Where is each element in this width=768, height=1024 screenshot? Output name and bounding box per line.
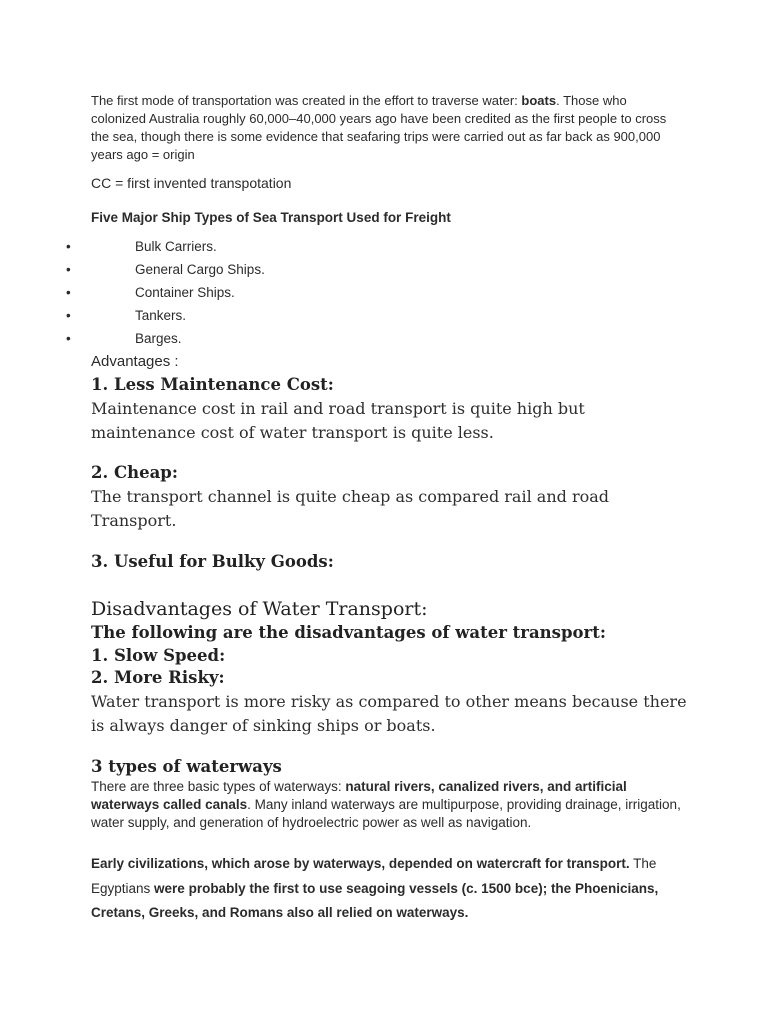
advantage-heading-cheap: 2. Cheap: — [91, 463, 178, 482]
list-item-text: Bulk Carriers. — [135, 239, 217, 254]
early-bold-2: were probably the first to use seagoing vessels (c. 1500 bce); the Phoenicians, Cretans, Greeks, and Romans also all relied on waterways. — [91, 880, 659, 920]
waterways-bold-types: natural rivers, canalized rivers, and artificial waterways called canals — [91, 779, 627, 812]
waterways-paragraph — [91, 778, 691, 832]
list-item-text: General Cargo Ships. — [135, 262, 265, 277]
waterways-text-a: There are three basic types of waterways: — [91, 779, 346, 794]
advantage-heading-bulky: 3. Useful for Bulky Goods: — [91, 552, 334, 571]
waterways-heading: 3 types of waterways — [91, 757, 282, 776]
advantage-heading-maintenance: 1. Less Maintenance Cost: — [91, 375, 334, 394]
disadvantages-title: Disadvantages of Water Transport: — [91, 598, 428, 620]
advantages-label: Advantages : — [91, 353, 179, 370]
cc-note: CC = first invented transpotation — [91, 175, 292, 191]
intro-paragraph — [91, 92, 681, 164]
early-civilizations-paragraph — [91, 852, 691, 926]
bullet-icon: • — [66, 262, 71, 277]
ship-types-heading: Five Major Ship Types of Sea Transport Used for Freight — [91, 210, 451, 225]
bullet-icon: • — [66, 239, 71, 254]
disadvantage-text-risky: Water transport is more risky as compared to other means because there is always danger of sinking ships or boats. — [91, 692, 687, 735]
advantage-text-maintenance: Maintenance cost in rail and road transport is quite high but maintenance cost of water transport is quite less. — [91, 399, 585, 442]
bullet-icon: • — [66, 285, 71, 300]
early-plain: The Egyptians — [91, 856, 657, 896]
advantage-text-cheap: The transport channel is quite cheap as compared rail and road Transport. — [91, 487, 610, 530]
waterways-text-b: . Many inland waterways are multipurpose, providing drainage, irrigation, water supply, and generation of hydroelectric power as well as navigation. — [91, 797, 681, 830]
list-item-text: Barges. — [135, 331, 182, 346]
disadvantages-intro: The following are the disadvantages of water transport: — [91, 623, 606, 642]
disadvantage-heading-risky: 2. More Risky: — [91, 668, 225, 687]
bullet-icon: • — [66, 308, 71, 323]
intro-bold-boats: boats — [521, 93, 557, 108]
disadvantage-heading-slow: 1. Slow Speed: — [91, 646, 226, 665]
early-bold-1: Early civilizations, which arose by waterways, depended on watercraft for transport. — [91, 856, 630, 871]
list-item-text: Tankers. — [135, 308, 187, 323]
list-item-text: Container Ships. — [135, 285, 235, 300]
intro-text-before: The first mode of transportation was created in the effort to traverse water: — [91, 93, 522, 108]
intro-text-after: . Those who colonized Australia roughly 60,000–40,000 years ago have been credited as the first people to cross the sea, though there is some evidence that seafaring trips were carried out as far back as 900,000 years ago = origin — [91, 93, 667, 162]
bullet-icon: • — [66, 331, 71, 346]
